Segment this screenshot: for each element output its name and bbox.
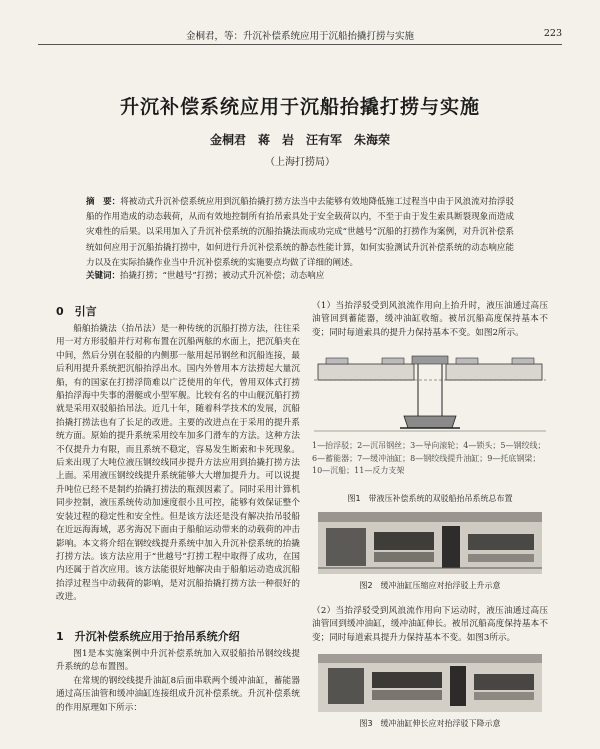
figure-2-image <box>318 512 542 574</box>
figure-3-caption: 图3 缓冲油缸伸长应对抬浮驳下降示意 <box>359 719 501 728</box>
section-1-body <box>56 648 300 715</box>
figure-3-image <box>318 654 542 712</box>
section-1-paragraph: 在常规的钢绞线提升油缸8后面串联两个缓冲油缸，蓄能器通过高压油管和缓冲油缸连接组成升沉补偿系统。升沉补偿系统的作用原理如下所示： <box>56 675 300 713</box>
section-0-heading: 0 引言 <box>56 305 97 318</box>
section-1-heading: 1 升沉补偿系统应用于抬吊系统介绍 <box>56 630 240 643</box>
running-header <box>38 26 562 45</box>
keywords-text: 抬撬打捞；“世越号”打捞；被动式升沉补偿；动态响应 <box>120 271 325 281</box>
article-title: 升沉补偿系统应用于沉船抬撬打捞与实施 <box>119 96 480 118</box>
section-1-paragraph: 图1是本实施案例中升沉补偿系统加入双驳船抬吊钢绞线提升系统的总布置图。 <box>56 649 300 673</box>
running-title: 金桐君，等：升沉补偿系统应用于沉船抬撬打捞与实施 <box>185 31 414 42</box>
principle-item-2: （2）当抬浮驳受到风浪流作用向下运动时，液压油通过高压油管回到缓冲油缸，缓冲油缸伸长。被吊沉船高度保持基本不变；同时每道索具提升力保持基本不变。如图3所示。 <box>312 606 548 643</box>
figure-1-legend: 1—抬浮驳；2—沉吊钢丝；3—导向滚轮；4—锁头；5—钢绞线；6—蓄能器；7—缓冲油缸；8—钢绞线提升油缸；9—托底钢梁；10—沉船；11—反力支架 <box>312 441 546 475</box>
abstract <box>86 195 514 271</box>
section-0-paragraph: 船舶抬撬法（抬吊法）是一种传统的沉船打捞方法，往往采用一对方形驳船并行对称布置在沉船两舷的水面上，把沉船夹在中间，然后分别在驳船的内侧那一舷用起吊钢丝和沉船连接，最后利用提升系统把沉船抬浮出水。国内外曾用本方法捞起大量沉船，有的国家在打捞浮筒难以广泛使用的年代，曾用双体式打捞船抬浮海中失事的潜艇或小型军舰。比较有名的中山舰沉船打捞就是采用双驳船抬吊法。近几十年，随着科学技术的发展，沉船抬撬打捞法也有了长足的改进。主要的改进点在于采用的提升系统方面。原始的提升系统采用绞车加多门滑车的方法。这种方法不仅提升力有限，而且系统不稳定，容易发生断索和卡死现象。后来出现了大吨位液压钢绞线同步提升方法应用到抬撬打捞方法上面。采用液压钢绞线提升系统能够大大增加提升力。可以说提升吨位已经不是制约抬撬打捞法的瓶颈因素了。同时采用计算机同步控制，液压系统传动加速度很小且可控，能够有效保证整个安装过程的稳定性和安全性。但是该方法还是没有解决抬吊驳船在近远海海域，恶劣海况下面由于船舶运动带来的动载荷的冲击影响。本文将介绍在钢绞线提升系统中加入升沉补偿系统的抬撬打捞方法。该方法应用于“世越号”打捞工程中取得了成功，在国内还属于首次应用。该方法能很好地解决由于船舶运动造成沉船抬浮过程当中动载荷的影响，是对沉船抬撬打捞方法一种很好的改进。 <box>56 324 300 603</box>
article-authors: 金桐君 蒋 岩 汪有军 朱海荣 <box>209 133 390 147</box>
article-affiliation: （上海打捞局） <box>265 157 335 168</box>
figure-1-diagram <box>312 348 548 434</box>
abstract-label: 摘 要： <box>86 197 121 207</box>
keywords-label: 关键词： <box>86 271 121 281</box>
keywords <box>86 269 514 281</box>
page-number: 223 <box>543 28 562 39</box>
abstract-text: 将被动式升沉补偿系统应用到沉船抬撬打捞方法当中去能够有效地降低施工过程当中由于风浪流对抬浮驳船的作用造成的动态载荷，从而有效地控制所有抬吊索具处于安全载荷以内，不至于由于发生索具断裂现象而造成灾难性的后果。以采用加入了升沉补偿系统的沉船抬撬法而成功完成“世越号”沉船的打捞作为案例，对升沉补偿系统如何应用于沉船抬撬打捞中，如何进行升沉补偿系统的静态性能计算，如何实验测试升沉补偿系统的动态响应能力以及在实际抬撬作业当中升沉补偿系统的实施要点均做了详细的阐述。 <box>86 197 514 268</box>
figure-2-caption: 图2 缓冲油缸压缩应对抬浮驳上升示意 <box>359 581 501 590</box>
section-0-body <box>56 323 300 605</box>
principle-item-1: （1）当抬浮驳受到风浪流作用向上抬升时，液压油通过高压油管回到蓄能器，缓冲油缸收缩。被吊沉船高度保持基本不变；同时每道索具的提升力保持基本不变。如图2所示。 <box>312 301 548 338</box>
figure-1-caption: 图1 带液压补偿系统的双驳船抬吊系统总布置 <box>347 494 513 503</box>
